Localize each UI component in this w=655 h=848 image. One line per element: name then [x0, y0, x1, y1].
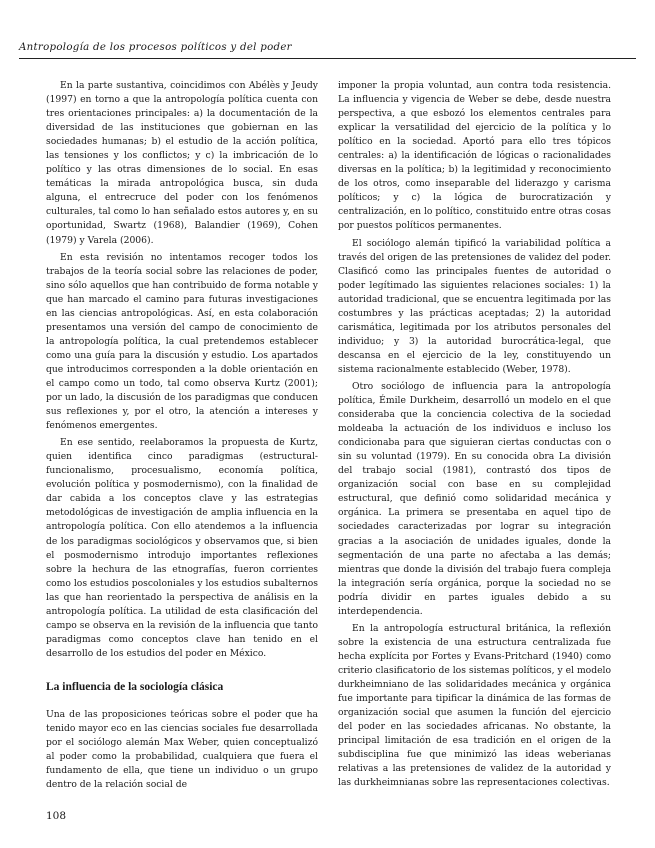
- section-heading: La influencia de la sociología clásica: [46, 680, 224, 693]
- paragraph: Otro sociólogo de influencia para la antropología política, Émile Durkheim, desarrolló un modelo en el que consideraba que la conciencia colectiva de la sociedad moldeaba la actuación de los individuos e incluso los condicionaba para que siguieran ciertas conductas con o sin su voluntad (1979). En su conocida obra La división del trabajo social (1981), contrastó dos tipos de organización social con base en su complejidad estructural, que definió como solidaridad mecánica y orgánica. La primera se presentaba en aquel tipo de sociedades caracterizadas por lograr su integración gracias a la asociación de unidades iguales, donde la segmentación de una parte no afectaba a las demás; mientras que donde la división del trabajo fuera compleja la integración sería orgánica, porque la sociedad no se podría dividir en partes iguales debido a su interdependencia.: [338, 380, 611, 617]
- paragraph: En ese sentido, reelaboramos la propuesta de Kurtz, quien identifica cinco paradigmas (estructural-funcionalismo, procesualismo, economía política, evolución política y posmodernismo), con la finalidad de dar cabida a los conceptos clave y las estrategias metodológicas de investigación de amplia influencia en la antropología política. Con ello atendemos a la influencia de los paradigmas sociológicos y observamos que, si bien el posmodernismo introdujo importantes reflexiones sobre la hechura de las etnografías, fueron corrientes como los estudios poscoloniales y los estudios subalternos las que han reorientado la perspectiva de análisis en la antropología política. La utilidad de esta clasificación del campo se observa en la revisión de la influencia que tanto paradigmas como conceptos clave han tenido en el desarrollo de los estudios del poder en México.: [46, 437, 318, 659]
- paragraph: Una de las proposiciones teóricas sobre el poder que ha tenido mayor eco en las ciencias sociales fue desarrollada por el sociólogo alemán Max Weber, quien conceptualizó al poder como la probabilidad, cualquiera que fuera el fundamento de ella, que tiene un individuo o un grupo dentro de la relación social de: [46, 708, 318, 791]
- running-header: Antropología de los procesos políticos y del poder: [19, 42, 292, 53]
- paragraph: El sociólogo alemán tipificó la variabilidad política a través del origen de las pretensiones de validez del poder. Clasificó como las principales fuentes de autoridad o poder legítimado las siguientes relaciones sociales: 1) la autoridad tradicional, que se encuentra legitimada por las costumbres y las prácticas aceptadas; 2) la autoridad carismática, legitimada por los atributos personales del individuo; y 3) la autoridad burocrática-legal, que descansa en el ejercicio de la ley, constituyendo un sistema racionalmente establecido (Weber, 1978).: [338, 237, 611, 375]
- right-column: [338, 79, 611, 793]
- paragraph: imponer la propia voluntad, aun contra toda resistencia. La influencia y vigencia de Weber se debe, desde nuestra perspectiva, a que esbozó los elementos centrales para explicar la versatilidad del ejercicio de la política y lo político en la sociedad. Aportó para ello tres tópicos centrales: a) la identificación de lógicas o racionalidades diversas en la política; b) la legitimidad y reconocimiento de los otros, como inseparable del liderazgo y carisma políticos; y c) la lógica de burocratización y centralización, en lo político, constituido entre otras cosas por puestos políticos permanentes.: [338, 80, 611, 232]
- left-column: [46, 79, 318, 795]
- paragraph: En esta revisión no intentamos recoger todos los trabajos de la teoría social sobre las relaciones de poder, sino sólo aquellos que han contribuido de forma notable y que han marcado el camino para futuras investigaciones en las ciencias antropológicas. Así, en esta colaboración presentamos una versión del campo de conocimiento de la antropología política, la cual pretendemos establecer como una guía para la discusión y estudio. Los apartados que introducimos corresponden a la doble orientación en el campo como un todo, tal como observa Kurtz (2001); por un lado, la discusión de los paradigmas que conducen sus reflexiones y, por el otro, la atención a intereses y fenómenos emergentes.: [46, 251, 318, 432]
- page-number: 108: [46, 810, 67, 822]
- paragraph: En la parte sustantiva, coincidimos con Abélès y Jeudy (1997) en torno a que la antropología política cuenta con tres orientaciones principales: a) la documentación de la diversidad de las instituciones que gobiernan en las sociedades humanas; b) el estudio de la acción política, las tensiones y los conflictos; y c) la imbricación de lo político y las otras dimensiones de lo social. En esas temáticas la mirada antropológica busca, sin duda alguna, el entrecruce del poder con los fenómenos culturales, tal como lo han señalado estos autores y, en su oportunidad, Swartz (1968), Balandier (1969), Cohen (1979) y Varela (2006).: [46, 80, 318, 246]
- paragraph: En la antropología estructural británica, la reflexión sobre la existencia de una estructura centralizada fue hecha explícita por Fortes y Evans-Pritchard (1940) como criterio clasificatorio de los sistemas políticos, y el modelo durkheimniano de las solidaridades mecánica y orgánica fue importante para tipificar la dinámica de las formas de organización social que asumen la función del ejercicio del poder en las sociedades africanas. No obstante, la principal limitación de esa tradición en el origen de la subdisciplina fue que minimizó las ideas weberianas relativas a las pretensiones de validez de la autoridad y las durkheimnianas sobre las representaciones colectivas.: [338, 622, 611, 789]
- header-rule: [19, 58, 636, 59]
